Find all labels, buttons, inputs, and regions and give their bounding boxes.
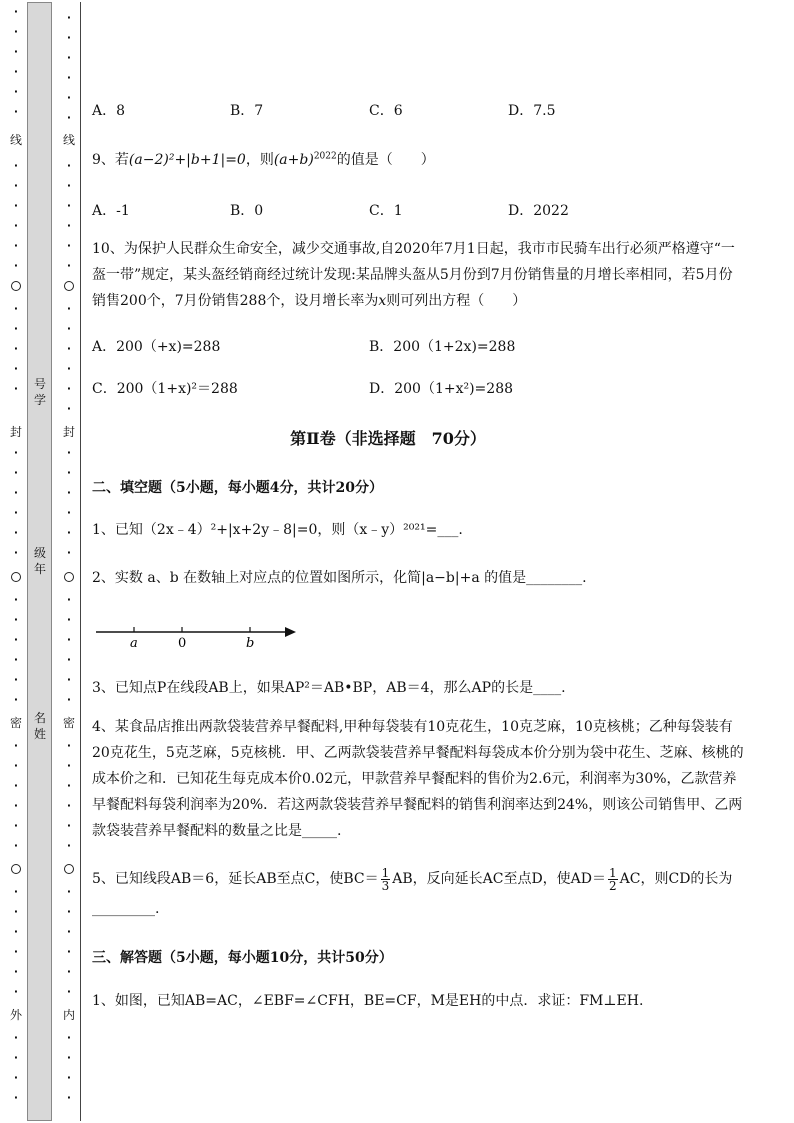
dot: · (13, 965, 19, 978)
dot: · (66, 1071, 72, 1084)
dot: · (13, 302, 19, 315)
grade-text: 级年 (33, 546, 46, 576)
dot: · (66, 985, 72, 998)
fill5-part-b: AB，反向延长AC至点D，使AD＝ (392, 871, 607, 887)
q10-options-row2 (92, 378, 744, 398)
dot: · (66, 653, 72, 666)
outer-mark-mi: 密 (10, 716, 23, 730)
dot: · (13, 925, 19, 938)
dot: · (13, 105, 19, 118)
q9-option-a: A．-1 (92, 203, 130, 219)
dot: · (13, 159, 19, 172)
dot: · (13, 65, 19, 78)
dot: · (66, 905, 72, 918)
q9-options (92, 200, 744, 220)
name-label (33, 710, 47, 742)
dot: · (66, 11, 72, 24)
dot: · (13, 905, 19, 918)
dot: · (66, 819, 72, 832)
part-2-title: 第Ⅱ卷（非选择题 70分） (290, 429, 486, 448)
dot: · (66, 633, 72, 646)
outer-dot-column (10, 0, 22, 1123)
dot: · (66, 739, 72, 752)
student-id-label (33, 376, 47, 408)
dot: · (66, 302, 72, 315)
q8-option-b: B．7 (230, 103, 264, 119)
q10-option-c: C．200（1+x)²＝288 (92, 381, 238, 397)
dot: · (66, 322, 72, 335)
margin-rule (80, 2, 81, 1121)
dot: · (13, 779, 19, 792)
frac1-denominator: 3 (381, 878, 390, 893)
dot: · (66, 885, 72, 898)
fraction-one-third (381, 867, 391, 892)
number-line-arrow (285, 627, 296, 637)
q10-text: 10、为保护人民群众生命安全，减少交通事故,自2020年7月1日起，我市市民骑车出行必须严格遵守“一盔一带”规定，某头盔经销商经过统计发现:某品牌头盔从5月份到7月份销售量的月增长率相同，若5月份销售200个，7月份销售288个，设月增长率为 (92, 241, 735, 309)
dot: · (66, 1051, 72, 1064)
fill-question-1: 1、已知（2x﹣4）²+|x+2y﹣8|=0，则（x﹣y）²⁰²¹=___. (92, 522, 463, 538)
dot: · (13, 839, 19, 852)
dot: · (13, 1071, 19, 1084)
dot: · (13, 45, 19, 58)
fill-question-3: 3、已知点P在线段AB上，如果AP²＝AB•BP，AB＝4，那么AP的长是____. (92, 680, 566, 696)
dot: · (66, 506, 72, 519)
q9-exponent: 2022 (313, 151, 337, 162)
q10-option-d: D．200（1+x²)=288 (369, 381, 514, 397)
dot: · (66, 51, 72, 64)
fraction-one-half (608, 867, 618, 892)
dot: · (66, 779, 72, 792)
q9-option-b: B．0 (230, 203, 264, 219)
label-a: a (130, 636, 138, 651)
dot: · (66, 382, 72, 395)
dot: · (13, 362, 19, 375)
dot: · (66, 362, 72, 375)
dot: · (13, 985, 19, 998)
dot: · (66, 546, 72, 559)
label-b: b (246, 636, 255, 651)
outer-mark-feng: 封 (10, 425, 23, 439)
dot: · (66, 693, 72, 706)
dot: · (66, 199, 72, 212)
dot: · (13, 486, 19, 499)
dot: · (13, 179, 19, 192)
dot: · (66, 965, 72, 978)
dot: · (13, 945, 19, 958)
circle-mark (64, 864, 74, 874)
q8-option-d: D．7.5 (508, 103, 556, 119)
dot: · (13, 739, 19, 752)
dot: · (13, 546, 19, 559)
q9-mid: ，则 (245, 152, 274, 168)
inner-dot-column (63, 0, 75, 1123)
dot: · (13, 819, 19, 832)
dot: · (13, 613, 19, 626)
dot: · (13, 219, 19, 232)
dot: · (13, 759, 19, 772)
dot: · (13, 653, 19, 666)
dot: · (13, 1091, 19, 1104)
fill-question-2: 2、实数 a、b 在数轴上对应点的位置如图所示，化简|a−b|+a 的值是________. (92, 570, 587, 586)
dot: · (13, 25, 19, 38)
outer-mark-xian: 线 (10, 133, 23, 147)
q9-option-d: D．2022 (508, 203, 569, 219)
dot: · (66, 71, 72, 84)
inner-mark-nei: 内 (63, 1008, 76, 1022)
dot: · (13, 322, 19, 335)
dot: · (66, 91, 72, 104)
q10-var: x (378, 293, 387, 309)
fill-question-5 (92, 864, 744, 924)
dot: · (66, 945, 72, 958)
circle-mark (64, 281, 74, 291)
frac2-numerator: 1 (609, 865, 617, 880)
dot: · (66, 446, 72, 459)
q9-expr: (a−2)²+|b+1|=0 (128, 152, 246, 168)
inner-mark-feng: 封 (63, 425, 76, 439)
dot: · (66, 219, 72, 232)
fill-question-4: 4、某食品店推出两款袋装营养早餐配料,甲种每袋装有10克花生，10克芝麻，10克核桃；乙种每袋装有20克花生，5克芝麻，5克核桃．甲、乙两款袋装营养早餐配料每袋成本价分别为袋中花生、芝麻、核桃的成本价之和．已知花生每克成本价0.02元，甲款营养早餐配料的售价为2.6元，利润率为30%，乙款营养早餐配料每袋利润率为20%．若这两款袋装营养早餐配料的销售利润率达到24%，则该公司销售甲、乙两款袋装营养早餐配料的数量之比是_____. (92, 719, 744, 839)
dot: · (66, 486, 72, 499)
q10-options-row1 (92, 336, 744, 356)
q10-option-b: B．200（1+2x)=288 (369, 339, 516, 355)
q10-text-end: 则可列出方程（ ） (386, 293, 527, 309)
q8-options (92, 100, 744, 120)
outer-mark-wai: 外 (10, 1008, 23, 1022)
dot: · (13, 446, 19, 459)
inner-mark-mi: 密 (63, 716, 76, 730)
solve-question-1: 1、如图，已知AB=AC，∠EBF=∠CFH，BE=CF，M是EH的中点．求证：FM⊥EH. (92, 993, 644, 1009)
fill5-part-a: 5、已知线段AB＝6，延长AB至点C，使BC＝ (92, 871, 379, 887)
dot: · (66, 342, 72, 355)
student-id-text: 号学 (33, 377, 46, 407)
dot: · (13, 85, 19, 98)
q9-option-c: C．1 (369, 203, 403, 219)
dot: · (66, 31, 72, 44)
dot: · (13, 633, 19, 646)
circle-mark (11, 281, 21, 291)
grade-label (33, 545, 47, 577)
dot: · (66, 613, 72, 626)
label-zero: 0 (178, 636, 187, 651)
dot: · (13, 673, 19, 686)
dot: · (13, 593, 19, 606)
dot: · (66, 239, 72, 252)
dot: · (66, 259, 72, 272)
dot: · (13, 259, 19, 272)
dot: · (13, 799, 19, 812)
dot: · (13, 693, 19, 706)
dot: · (66, 402, 72, 415)
dot: · (13, 1031, 19, 1044)
dot: · (13, 526, 19, 539)
dot: · (66, 111, 72, 124)
dot: · (13, 506, 19, 519)
circle-mark (11, 864, 21, 874)
q10-option-a: A．200（+x)=288 (92, 339, 221, 355)
dot: · (66, 159, 72, 172)
dot: · (66, 799, 72, 812)
dot: · (66, 759, 72, 772)
q9-suffix: 的值是（ ） (336, 152, 435, 168)
dot: · (66, 593, 72, 606)
q8-option-a: A．8 (92, 103, 126, 119)
dot: · (66, 1091, 72, 1104)
q9-prefix: 9、若 (92, 152, 129, 168)
dot: · (13, 5, 19, 18)
dot: · (13, 239, 19, 252)
dot: · (66, 526, 72, 539)
section-3-title: 三、解答题（5小题，每小题10分，共计50分） (92, 950, 393, 966)
dot: · (13, 342, 19, 355)
number-line-figure (92, 620, 302, 652)
q9-expr2: (a+b) (273, 152, 314, 168)
circle-mark (11, 572, 21, 582)
dot: · (13, 1051, 19, 1064)
dot: · (66, 1031, 72, 1044)
dot: · (66, 673, 72, 686)
q8-option-c: C．6 (369, 103, 403, 119)
dot: · (66, 179, 72, 192)
dot: · (66, 839, 72, 852)
frac2-denominator: 2 (609, 878, 617, 893)
circle-mark (64, 572, 74, 582)
dot: · (13, 382, 19, 395)
fill5-part-c: AC，则CD的长为_________. (92, 871, 733, 917)
dot: · (13, 199, 19, 212)
dot: · (66, 466, 72, 479)
question-10 (92, 236, 744, 314)
section-2-title: 二、填空题（5小题，每小题4分，共计20分） (92, 480, 383, 496)
binding-margin (0, 0, 82, 1123)
dot: · (13, 885, 19, 898)
frac1-numerator: 1 (381, 865, 390, 880)
dot: · (66, 925, 72, 938)
inner-mark-xian: 线 (63, 133, 76, 147)
name-text: 名姓 (33, 711, 46, 741)
question-9 (92, 149, 435, 169)
dot: · (13, 466, 19, 479)
